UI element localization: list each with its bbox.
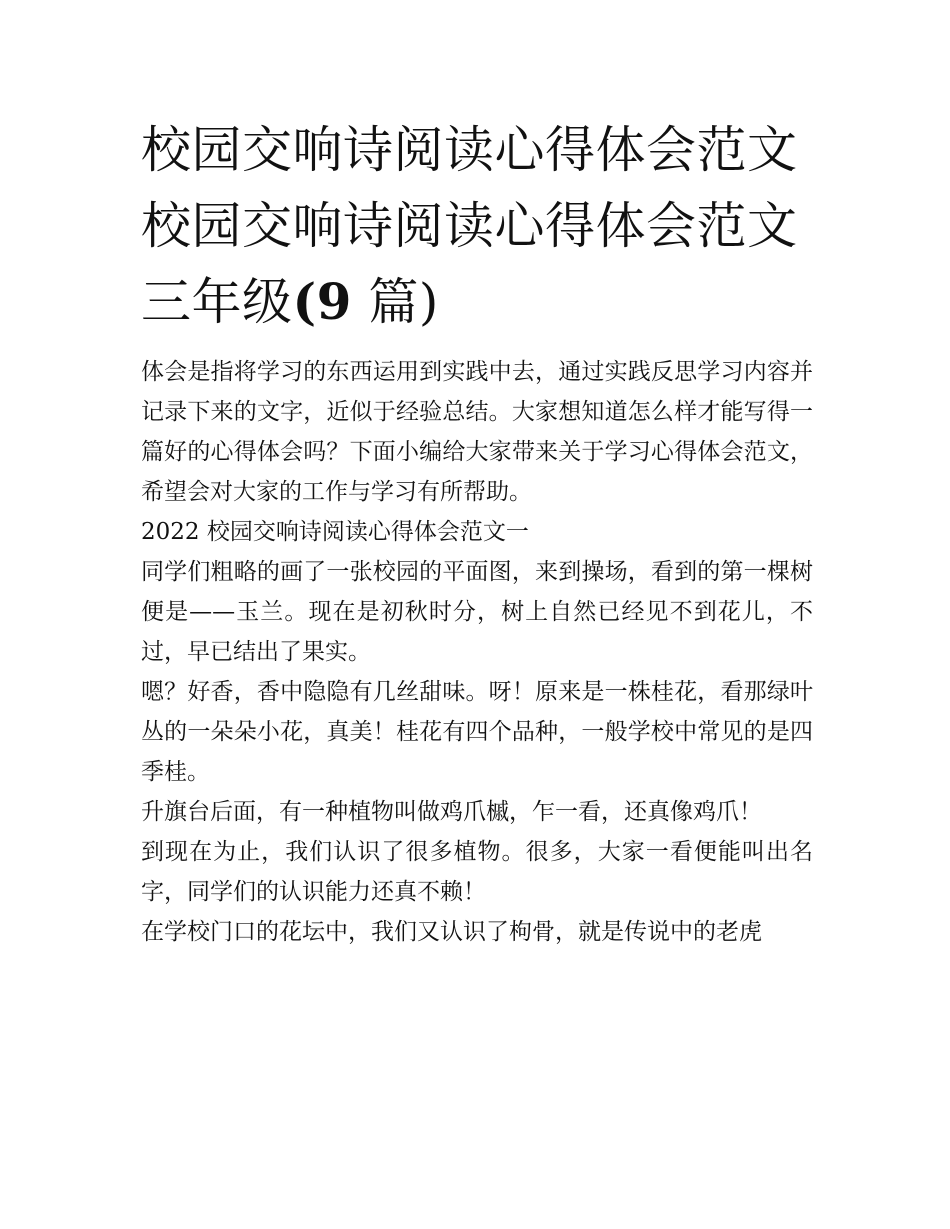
section-heading: 2022 校园交响诗阅读心得体会范文一 bbox=[141, 519, 529, 545]
title-line-3-text: 三年级 bbox=[141, 273, 293, 331]
document-page bbox=[141, 112, 813, 952]
title-line-2: 校园交响诗阅读心得体会范文 bbox=[141, 197, 798, 255]
document-title bbox=[141, 112, 813, 340]
title-line-3-number: (9 bbox=[292, 272, 352, 331]
intro-paragraph: 体会是指将学习的东西运用到实践中去，通过实践反思学习内容并记录下来的文字，近似于经验总结。大家想知道怎么样才能写得一篇好的心得体会吗？下面小编给大家带来关于学习心得体会范文，希望会对大家的工作与学习有所帮助。 bbox=[141, 359, 813, 505]
body-paragraph: 到现在为止，我们认识了很多植物。很多，大家一看便能叫出名字，同学们的认识能力还真不赖！ bbox=[141, 839, 813, 905]
body-paragraph: 同学们粗略的画了一张校园的平面图，来到操场，看到的第一棵树便是——玉兰。现在是初秋时分，树上自然已经见不到花儿，不过，早已结出了果实。 bbox=[141, 559, 813, 665]
title-line-3-suffix: 篇) bbox=[351, 273, 439, 331]
document-body bbox=[141, 352, 813, 952]
body-paragraph: 嗯？好香，香中隐隐有几丝甜味。呀！原来是一株桂花，看那绿叶丛的一朵朵小花，真美！桂花有四个品种，一般学校中常见的是四季桂。 bbox=[141, 679, 813, 785]
title-line-1: 校园交响诗阅读心得体会范文 bbox=[141, 121, 798, 179]
body-paragraph: 升旗台后面，有一种植物叫做鸡爪槭，乍一看，还真像鸡爪！ bbox=[141, 799, 762, 825]
body-paragraph: 在学校门口的花坛中，我们又认识了枸骨，就是传说中的老虎 bbox=[141, 919, 762, 945]
